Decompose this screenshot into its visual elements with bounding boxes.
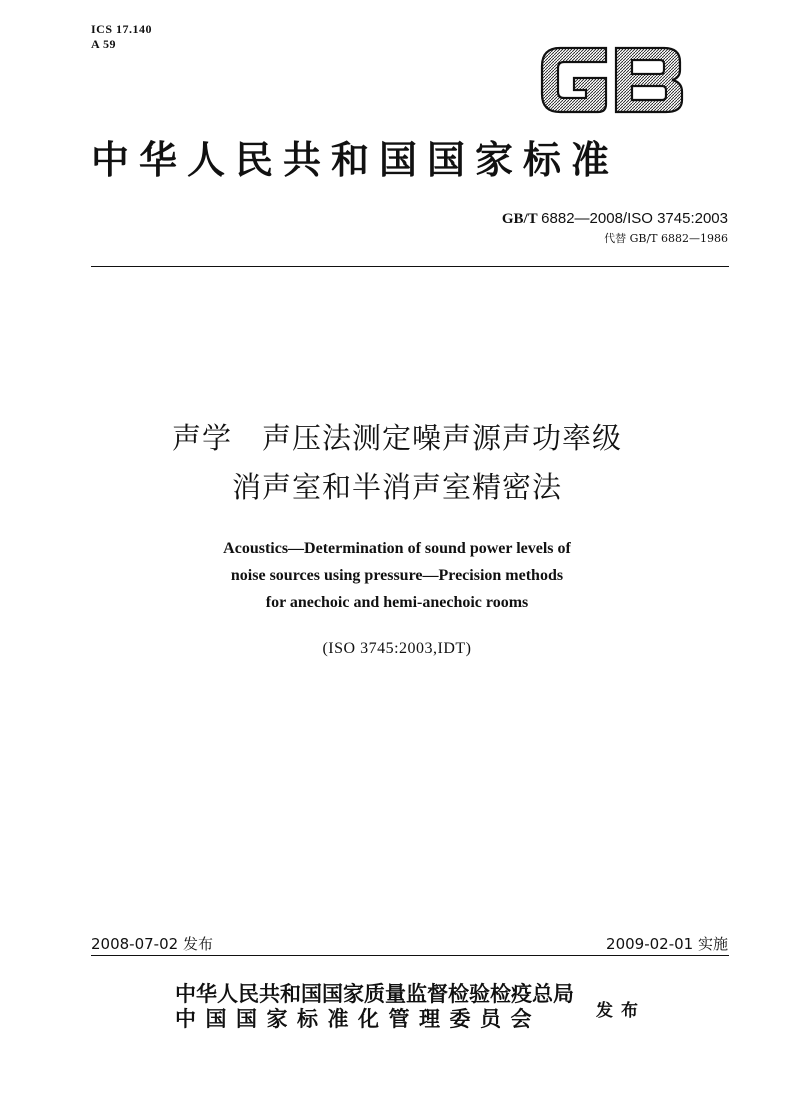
english-title-line-3: for anechoic and hemi-anechoic rooms bbox=[265, 594, 529, 611]
replaces-standard: 代替 GB/T 6882—1986 bbox=[604, 232, 728, 245]
standard-number-prefix: GB/T bbox=[501, 211, 538, 227]
gb-logo-text: GB bbox=[536, 40, 538, 41]
national-standard-title: 中华人民共和国国家标准 bbox=[91, 137, 620, 182]
gb-logo bbox=[536, 40, 686, 120]
standard-number bbox=[502, 210, 728, 228]
header-divider bbox=[91, 266, 729, 267]
publish-label: 发布 bbox=[596, 1001, 646, 1021]
ics-code: ICS 17.140 bbox=[91, 22, 153, 36]
chinese-title-line-1: 声学 声压法测定噪声源声功率级 bbox=[171, 421, 622, 455]
english-title-line-2: noise sources using pressure—Precision methods bbox=[230, 567, 564, 584]
footer-divider bbox=[91, 955, 729, 956]
issuer-line-2: 中国国家标准化管理委员会 bbox=[175, 1006, 541, 1031]
english-title-line-1: Acoustics—Determination of sound power levels of bbox=[223, 540, 571, 557]
ccs-code: A 59 bbox=[91, 37, 117, 51]
iso-reference: (ISO 3745:2003,IDT) bbox=[322, 640, 472, 657]
implementation-date: 2009-02-01 实施 bbox=[606, 935, 728, 953]
classification-codes bbox=[91, 22, 152, 52]
chinese-title-line-2: 消声室和半消声室精密法 bbox=[231, 470, 562, 504]
standard-number-rest: 6882—2008/ISO 3745:2003 bbox=[541, 210, 728, 227]
issue-date: 2008-07-02 发布 bbox=[91, 935, 213, 953]
issuer-line-1: 中华人民共和国国家质量监督检验检疫总局 bbox=[175, 981, 574, 1006]
